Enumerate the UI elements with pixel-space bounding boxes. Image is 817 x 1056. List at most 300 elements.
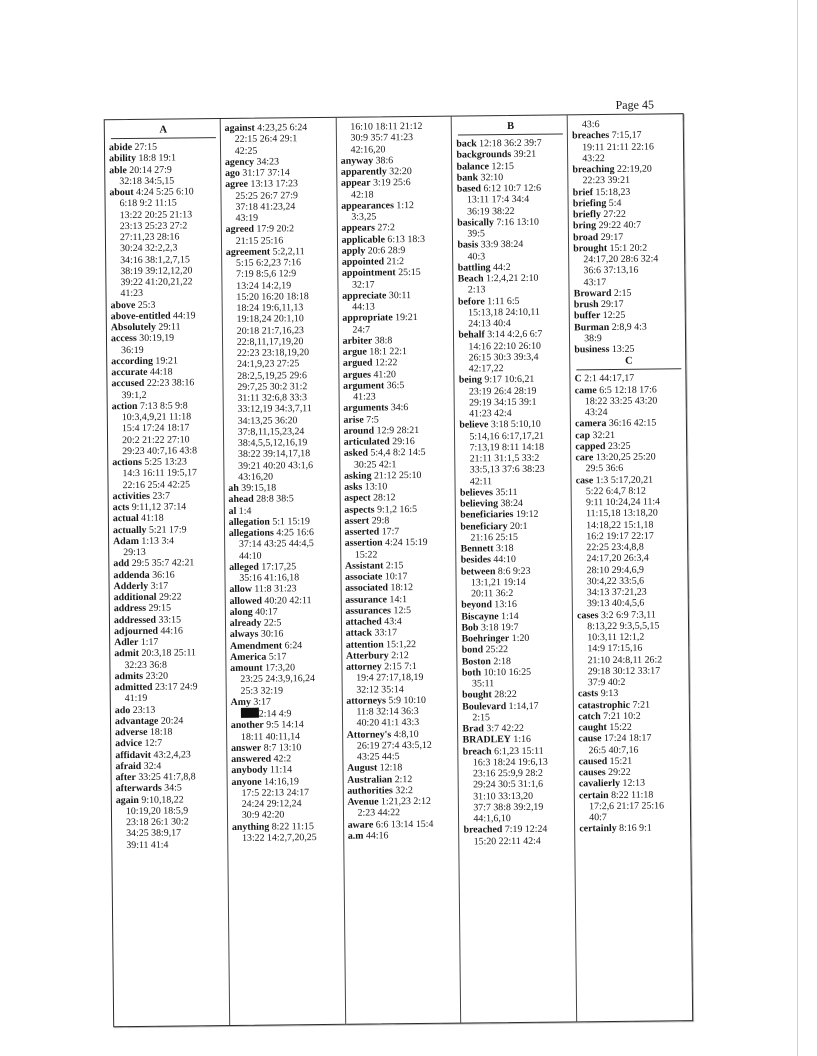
entry-references: 14:18,22 15:1,18 [586, 519, 654, 531]
entry-references: 19:21 [155, 355, 178, 367]
entry-references: 2:13 [467, 284, 486, 296]
entry-term: advice [115, 738, 143, 750]
entry-references: 2:14 4:9 [258, 708, 292, 720]
entry-references: 7:19 12:24 [504, 823, 548, 836]
entry-term: admitted [114, 681, 153, 694]
entry-term: Boehringer [461, 633, 510, 645]
entry-references: 21:15 25:16 [235, 234, 284, 247]
entry-term: broad [573, 231, 599, 243]
entry-term: alleged [229, 561, 259, 573]
entry-term: arguments [343, 402, 389, 415]
entry-references: 18:12 [390, 582, 414, 594]
entry-term: al [228, 505, 237, 517]
entry-references: 40:3 [467, 250, 486, 262]
entry-term: arbiter [342, 335, 373, 347]
word-index-table [104, 113, 693, 1027]
entry-references: 23:17 24:9 [154, 681, 198, 693]
entry-references: 27:15 [134, 141, 158, 153]
entry-references: 25:22 [485, 644, 509, 656]
entry-references: 3:18 19:7 [480, 621, 519, 634]
entry-references: 41:20 [373, 368, 396, 380]
entry-references: 2:23 44:22 [357, 807, 401, 819]
entry-term: activities [112, 490, 151, 502]
entry-references: 38:6 [375, 154, 394, 167]
entry-references: 26:19 27:4 43:5,12 [356, 739, 432, 752]
entry-references: 24:7 [352, 323, 371, 336]
entry-term: breaches [572, 130, 610, 142]
entry-references: 42:17,22 [468, 363, 504, 375]
entry-references: 26:5 40:7,16 [588, 744, 639, 756]
entry-term: basis [457, 239, 479, 251]
entry-term: asking [343, 470, 372, 482]
entry-references: 36:5 [386, 379, 405, 392]
entry-references: 18:22 33:25 43:20 [584, 395, 658, 407]
entry-references: 37:14 43:25 44:4,5 [238, 538, 314, 551]
entry-references: 12:18 36:2 39:7 [479, 137, 542, 150]
entry-references: 1:13 3:4 [141, 535, 175, 547]
entry-references: 3:17 [253, 696, 271, 708]
entry-term: address [113, 603, 147, 615]
entry-references: 40:20 42:11 [264, 594, 312, 607]
entry-references: 29:15 [148, 602, 172, 615]
entry-term: buffer [573, 310, 601, 322]
entry-term: admits [114, 670, 144, 682]
entry-term: acts [112, 502, 130, 514]
entry-references: 21:10 24:8,11 26:2 [587, 653, 663, 666]
entry-references: 11:8 31:23 [254, 583, 297, 595]
entry-term: advantage [114, 715, 159, 727]
entry-term: anything [231, 821, 270, 833]
entry-term: appearances [341, 199, 394, 212]
entry-references: 26:15 30:3 39:3,4 [468, 351, 539, 364]
entry-term: authorities [347, 785, 393, 797]
entry-references: 15:18,23 [595, 186, 631, 198]
entry-references: 9:17 10:6,21 [484, 374, 535, 386]
entry-term: agreed [225, 223, 255, 236]
entry-term: above-entitled [110, 310, 171, 322]
entry-references: 41:23 [353, 391, 376, 403]
entry-references: 18:18 [149, 726, 173, 738]
entry-references: 15:22 [354, 548, 378, 561]
entry-references: 43:19 [235, 212, 259, 224]
entry-references: 12:15 [491, 160, 515, 172]
entry-references: 5:15 6:2,23 7:16 [235, 257, 302, 269]
section-letter: C [576, 354, 681, 370]
entry-term: cap [575, 429, 591, 441]
entry-references: 22:16 25:4 42:25 [122, 478, 191, 491]
entry-references: 39:21 [513, 148, 537, 161]
entry-term: Avenue [347, 796, 379, 808]
entry-references: 1:20 [511, 632, 530, 645]
entry-term: afterwards [115, 782, 162, 795]
entry-references: 32:17 [351, 278, 375, 291]
entry-references: 18:24 19:6,11,13 [236, 302, 304, 314]
entry-references: 29:23 40:7,16 43:8 [122, 445, 198, 457]
entry-term: ahead [228, 493, 254, 506]
entry-references: 29:7,25 30:2 31:2 [237, 380, 308, 393]
entry-references: 7:13 8:5 9:8 [139, 400, 188, 412]
entry-references: 22:15 26:4 29:1 [234, 133, 298, 146]
entry-references: 22:5 [263, 617, 282, 629]
entry-references: 13:16 [494, 599, 517, 611]
entry-references: 35:11 [495, 486, 518, 498]
entry-references: 3:19 25:6 [373, 177, 411, 189]
entry-references: 5:22 6:4,7 8:12 [585, 485, 646, 497]
entry-term: appears [341, 222, 375, 235]
entry-term: breach [462, 745, 492, 758]
entry-references: 23:18 26:1 30:2 [126, 816, 189, 829]
entry-term: breached [463, 824, 503, 836]
entry-term: ability [109, 153, 137, 165]
entry-references: 39:11 41:4 [126, 839, 169, 851]
entry-references: 12:7 [144, 737, 163, 750]
entry-references: 34:13,25 36:20 [237, 414, 298, 427]
entry-references: 24:24 29:12,24 [241, 798, 302, 810]
entry-term: again [115, 794, 139, 806]
entry-term: appropriate [342, 312, 393, 325]
entry-references: 29:5 35:7 42:21 [131, 557, 195, 570]
entry-references: 37:9 40:2 [587, 676, 626, 689]
entry-references: 44:10 [493, 554, 516, 566]
entry-term: answer [231, 742, 262, 754]
entry-references: 21:11 31:1,5 33:2 [469, 452, 540, 465]
entry-references: 44:10 [239, 550, 262, 562]
index-column-5 [568, 114, 692, 1021]
entry-term: assurance [345, 593, 388, 606]
section-letter: B [458, 119, 563, 135]
entry-term: attorney [345, 661, 382, 673]
entry-term: behalf [458, 329, 485, 341]
entry-term: apply [341, 245, 366, 257]
entry-references: 32:20 [389, 166, 412, 178]
entry-references: 30:9 42:20 [241, 809, 285, 822]
entry-references: 35:11 [471, 678, 495, 690]
entry-references: 1:11 6:5 [487, 295, 520, 307]
entry-references: 19:18,24 20:1,10 [236, 313, 304, 326]
entry-references: 34:16 38:1,2,7,15 [120, 253, 190, 266]
entry-continuation [232, 832, 341, 844]
entry-references: 11:8 32:14 36:3 [356, 705, 419, 718]
entry-term: against [224, 122, 255, 134]
entry-references: 30:4,22 33:5,6 [586, 575, 645, 587]
entry-term: beneficiaries [460, 509, 514, 521]
entry-term: anyone [231, 776, 262, 788]
entry-term: Assistant [344, 560, 384, 572]
entry-references: 12:5 [393, 604, 412, 617]
entry-references: 9:10,18,22 [141, 793, 184, 806]
entry-references: 36:16 [152, 569, 175, 581]
index-column-4 [452, 115, 577, 1022]
entry-references: 30:16 [260, 628, 284, 640]
entry-references: 11:15,18 13:18,20 [585, 507, 658, 520]
entry-references: 23:16 25:9,9 28:2 [472, 767, 543, 780]
entry-term: asserted [344, 526, 380, 538]
entry-term: appointment [341, 267, 396, 280]
entry-term: both [461, 667, 482, 679]
entry-term: brush [573, 299, 599, 311]
entry-references: 33:25 41:7,8,8 [138, 771, 196, 783]
entry-references: 17:7 [381, 526, 400, 538]
entry-references: 17:9 20:2 [256, 223, 295, 235]
entry-references: 4:23,25 6:24 [257, 122, 308, 134]
entry-term: arise [343, 414, 364, 426]
entry-term: care [575, 452, 594, 464]
entry-term: asked [343, 447, 369, 460]
entry-references: 13:13 17:23 [250, 178, 299, 190]
entry-term: based [456, 183, 482, 195]
entry-term: briefly [572, 209, 601, 221]
entry-references: 42:18 [351, 188, 374, 201]
entry-term: casts [577, 688, 599, 700]
entry-references: 31:17 37:14 [242, 167, 290, 179]
entry-references: 1:12 [396, 199, 414, 211]
entry-term: briefing [572, 197, 607, 210]
entry-term: adjourned [114, 625, 159, 637]
entry-references: 6:12 10:7 12:6 [483, 182, 542, 195]
entry-term: asks [344, 481, 363, 493]
entry-references: 2:15 7:1 [384, 661, 417, 673]
entry-term: allow [229, 583, 252, 596]
entry-term: attached [345, 616, 382, 628]
entry-term: balance [456, 160, 490, 173]
entry-references: 8:13,22 9:3,5,5,15 [587, 620, 660, 632]
entry-references: 18:1 22:1 [369, 346, 408, 358]
entry-term: Bob [461, 622, 479, 634]
entry-references: 13:11 17:4 34:4 [466, 194, 530, 206]
entry-references: 10:3,4,9,21 11:18 [121, 411, 192, 424]
entry-references: 10:10 16:25 [483, 666, 532, 679]
entry-references: 32:2 [395, 784, 413, 796]
entry-term: attorneys [346, 695, 386, 707]
entry-references: 7:5 [366, 413, 379, 426]
entry-term: being [458, 374, 482, 386]
entry-references: 44:19 [172, 310, 196, 322]
entry-term: bank [456, 172, 479, 184]
entry-term: actions [112, 456, 142, 469]
entry-references: 24:13 40:4 [468, 318, 511, 330]
entry-term: Attorney's [346, 728, 392, 741]
entry-term: affidavit [115, 749, 152, 761]
entry-references: 5:21 17:9 [148, 523, 187, 536]
entry-references: 1:4 [238, 505, 252, 517]
entry-references: 15:1,22 [386, 638, 417, 650]
entry-term: able [109, 164, 127, 176]
entry-references: 1:14,17 [508, 700, 539, 712]
entry-references: 3:2 6:9 7:3,11 [600, 609, 656, 621]
entry-references: 2:15 [385, 559, 404, 572]
entry-references: 28:22 [494, 689, 517, 701]
entry-term: camera [575, 418, 607, 430]
entry-references: 4:8,10 [393, 728, 419, 740]
entry-references: 41:19 [124, 693, 148, 705]
entry-references: 13:22 20:25 21:13 [119, 208, 193, 221]
entry-references: 27:2 [377, 222, 396, 234]
entry-references: 39:5 [467, 228, 485, 240]
entry-references: 23:25 [607, 440, 631, 452]
entry-references: 13:25 [611, 343, 635, 355]
entry-term: Amendment [229, 639, 283, 652]
entry-references: 1:16 [513, 734, 531, 746]
entry-term: catastrophic [577, 699, 631, 711]
entry-term: Adderly [113, 580, 149, 592]
entry-references: 15:20 22:11 42:4 [473, 835, 541, 847]
entry-references: 32:18 34:5,15 [119, 175, 175, 187]
entry-references: 9:11 10:24,24 11:4 [585, 496, 661, 509]
entry-references: 44:2 [493, 261, 511, 273]
entry-references: 22:23 39:21 [582, 175, 631, 187]
entry-references: 14:16 22:10 26:10 [468, 340, 541, 352]
entry-references: 32:10 [480, 171, 504, 184]
entry-term: a.m [347, 830, 364, 842]
entry-term: assert [344, 515, 370, 527]
entry-references: 9:5 14:14 [266, 719, 304, 731]
entry-references: 29:22 [608, 766, 631, 779]
entry-references: 22:23 23:18,19,20 [236, 347, 310, 359]
entry-references: 20:6 28:9 [367, 244, 406, 257]
entry-references: 5:25 13:23 [144, 456, 187, 468]
entry-references: 4:25 16:6 [276, 527, 314, 539]
entry-references: 13:22 14:2,7,20,25 [241, 831, 317, 844]
index-column-3 [336, 117, 461, 1024]
entry-term: allegations [228, 527, 274, 539]
entry-references: 37:18 41:23,24 [235, 201, 296, 213]
entry-references: 28:8 38:5 [256, 493, 294, 505]
entry-term: believe [459, 419, 489, 431]
entry-term: after [115, 771, 136, 784]
entry-references: 17:2,6 21:17 25:16 [589, 800, 665, 812]
entry-continuation [231, 707, 340, 720]
entry-references: 5:1 15:19 [272, 515, 310, 528]
entry-term: Brad [462, 723, 484, 735]
entry-references: 28:2,5,19,25 29:6 [237, 369, 307, 382]
entry-references: 44:16 [365, 830, 389, 842]
entry-references: 32:21 [592, 429, 616, 441]
entry-references: 34:23 [256, 156, 280, 168]
entry-references: 6:5 12:18 17:6 [599, 383, 657, 396]
entry-references: 11:14 [269, 764, 293, 776]
entry-references: 12:13 [622, 777, 646, 790]
entry-term: always [229, 628, 259, 641]
entry-term: cavalierly [578, 778, 621, 790]
entry-references: 19:11 21:11 22:16 [582, 140, 654, 153]
entry-references: 32:23 36:8 [124, 659, 168, 671]
entry-references: 4:24 5:25 6:10 [136, 186, 194, 198]
entry-term: accurate [111, 366, 148, 379]
entry-references: 35:16 41:16,18 [239, 572, 300, 584]
entry-references: 14:1 [389, 593, 408, 605]
entry-term: aspects [344, 503, 375, 516]
entry-references: 8:6 9:23 [497, 565, 531, 577]
entry-references: 29:5 36:6 [585, 463, 624, 475]
entry-references: 23:13 25:23 27:2 [119, 220, 188, 232]
entry-references: 38:22 39:14,17,18 [237, 448, 311, 461]
entry-references: 29:22 [158, 591, 182, 603]
entry-term: bought [462, 689, 492, 701]
entry-references: 34:25 38:9,17 [126, 827, 182, 840]
entry-term: Boulevard [462, 700, 507, 713]
entry-references: 2:1 44:17,17 [584, 372, 635, 385]
entry-term: Beach [457, 273, 484, 285]
entry-references: 33:9 38:24 [480, 239, 524, 251]
entry-term: ago [225, 167, 240, 179]
entry-references: 7:19 8:5,6 12:9 [236, 268, 297, 281]
entry-references: 24:1,9,23 27:25 [237, 358, 300, 371]
entry-references: 17:3,20 [265, 662, 296, 674]
entry-references: 20:11 36:2 [471, 587, 514, 600]
entry-term: certainly [579, 823, 617, 835]
entry-references: 39:22 41:20,21,22 [120, 276, 193, 289]
entry-references: 38:19 39:12,12,20 [120, 265, 193, 277]
entry-term: associated [345, 582, 389, 595]
entry-references: 3:14 4:2,6 6:7 [487, 328, 543, 341]
entry-references: 2:15 [613, 287, 632, 299]
entry-references: 3:7 42:22 [486, 722, 525, 735]
entry-references: 12:18 [379, 762, 403, 774]
entry-term: C [574, 373, 582, 385]
entry-references: 6:13 18:3 [387, 233, 426, 245]
entry-references: 43:17 [583, 276, 607, 288]
entry-term: admit [114, 648, 140, 660]
entry-references: 2:12 [394, 773, 413, 785]
entry-references: 14:16,19 [264, 775, 299, 788]
entry-term: Absolutely [110, 321, 156, 334]
entry-term: ado [114, 704, 131, 716]
entry-references: 5:4,4 8:2 14:5 [370, 447, 426, 459]
entry-references: 12:22 [374, 357, 398, 369]
entry-term: agency [224, 156, 255, 168]
entry-references: 6:24 [284, 639, 303, 651]
entry-references: 7:13,19 8:11 14:18 [469, 441, 545, 454]
entry-references: 24:17,20 28:6 32:4 [583, 253, 659, 266]
entry-references: 15:22 [609, 721, 632, 733]
entry-references: 2:18 [493, 655, 511, 667]
entry-references: 36:19 38:22 [467, 205, 515, 217]
entry-continuation [464, 835, 573, 847]
entry-term: assertion [344, 537, 383, 550]
entry-references: 5:14,16 6:17,17,21 [469, 430, 545, 442]
entry-term: basically [457, 216, 495, 229]
entry-references: 25:25 26:7 27:9 [235, 189, 298, 202]
entry-references: 8:7 13:10 [263, 741, 302, 754]
entry-references: 2:8,9 4:3 [611, 321, 647, 333]
entry-references: 21:16 25:15 [470, 531, 519, 544]
entry-references: 9:11,12 37:14 [131, 501, 187, 513]
entry-term: cases [577, 609, 599, 621]
entry-references: 13:24 14:2,19 [236, 279, 292, 292]
entry-references: 40:20 41:1 43:3 [356, 717, 420, 729]
entry-references: 23:19 26:4 28:19 [468, 385, 537, 397]
entry-term: between [460, 565, 496, 578]
entry-term: addenda [113, 569, 150, 581]
entry-references: 33:17 [374, 627, 398, 639]
entry-references: 3:18 [495, 542, 514, 555]
entry-term: anyway [340, 155, 374, 167]
index-entry [348, 829, 457, 841]
entry-references: 43:4 [384, 616, 402, 628]
entry-references: 38:24 [500, 497, 524, 510]
entry-references: 22:23 38:16 [146, 377, 195, 390]
entry-references: 3:3,25 [351, 211, 377, 223]
entry-term: Bennett [460, 543, 494, 555]
entry-references: 36:16 42:15 [608, 417, 657, 430]
entry-references: 2:15 [472, 711, 490, 724]
entry-term: around [343, 425, 375, 437]
entry-references: 15:21 [609, 755, 633, 767]
entry-term: applicable [341, 233, 385, 246]
entry-references: 37:7 38:8 39:2,19 [473, 801, 544, 814]
entry-term: Burman [574, 321, 610, 333]
entry-references: 43:6 [581, 119, 600, 131]
